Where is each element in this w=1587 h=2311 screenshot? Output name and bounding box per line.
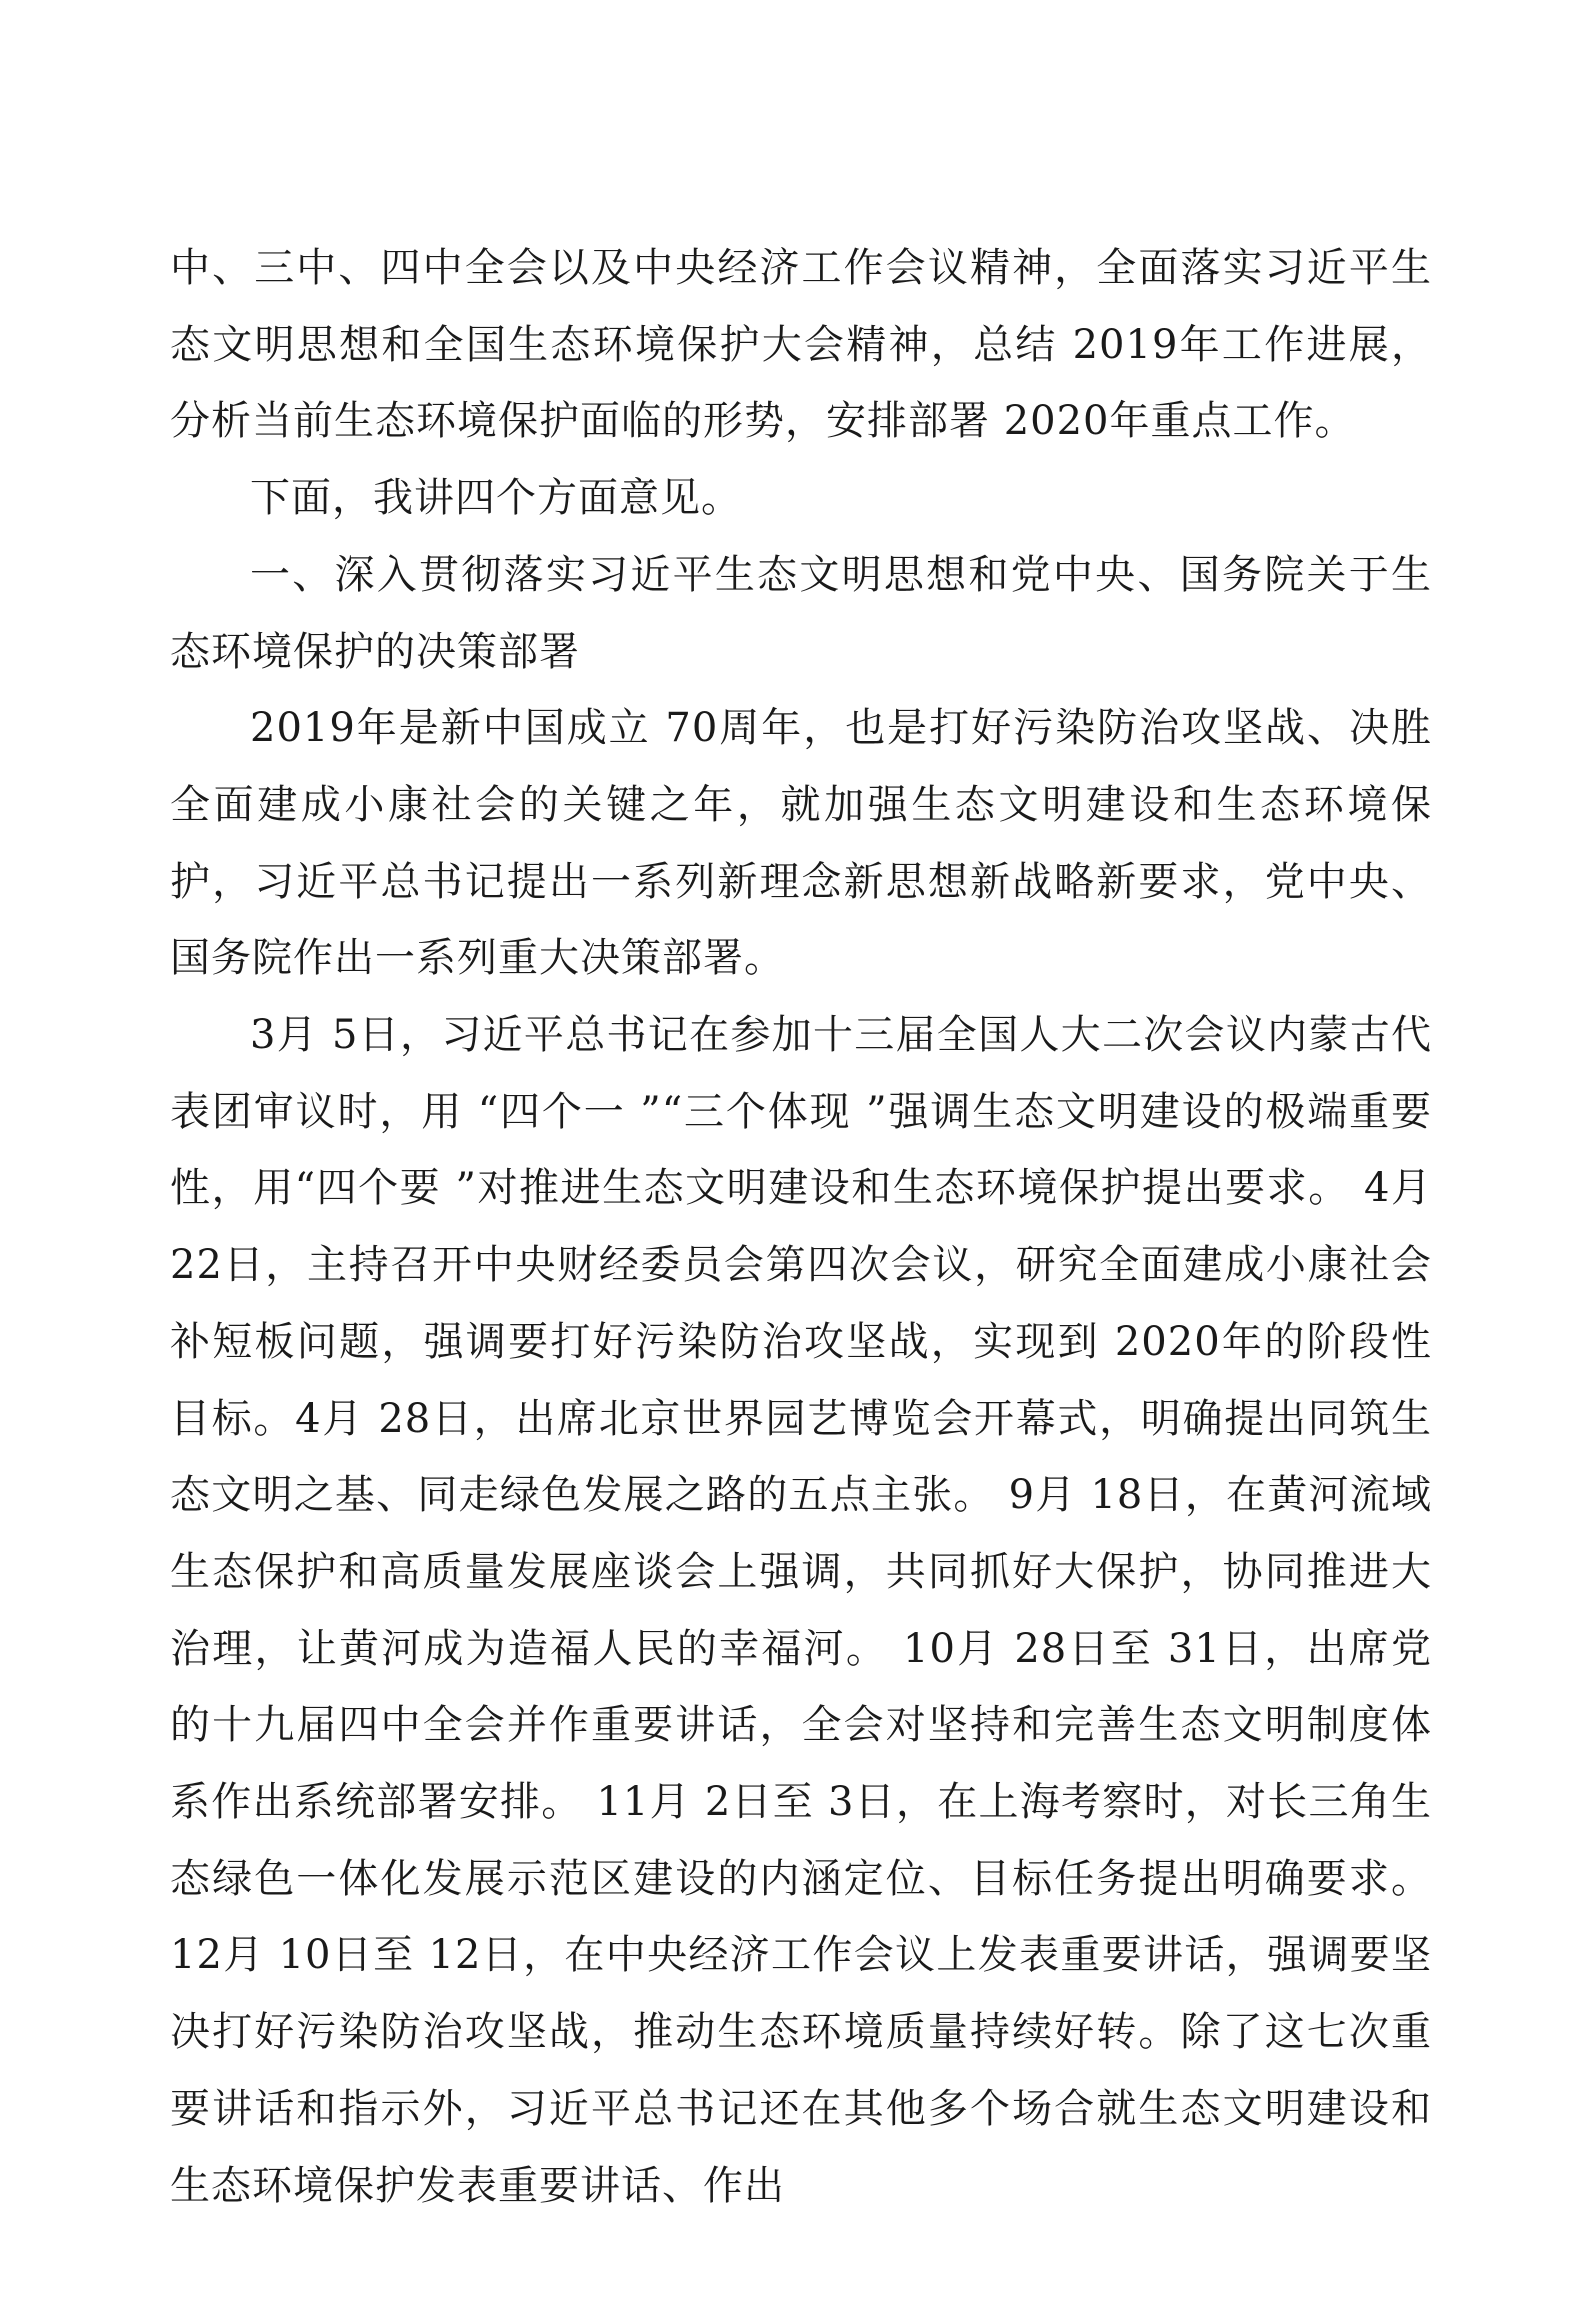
paragraph-2019-overview: 2019年是新中国成立 70周年，也是打好污染防治攻坚战、决胜全面建成小康社会的关键之年，就加强生态文明建设和生态环境保护，习近平总书记提出一系列新理念新思想新战略新要求，党中央、国务院作出一系列重大决策部署。 [170, 705, 1432, 982]
document-body [170, 230, 1432, 2224]
paragraph-continuation: 中、三中、四中全会以及中央经济工作会议精神，全面落实习近平生态文明思想和全国生态环境保护大会精神，总结 2019年工作进展，分析当前生态环境保护面临的形势，安排部署 2020年重点工作。 [170, 245, 1432, 445]
section-heading: 一、深入贯彻落实习近平生态文明思想和党中央、国务院关于生态环境保护的决策部署 [170, 551, 1432, 675]
paragraph-speeches: 3月 5日，习近平总书记在参加十三届全国人大二次会议内蒙古代表团审议时，用 “四个一 ”“三个体现 ”强调生态文明建设的极端重要性，用“四个要 ”对推进生态文明建设和生态环境保护提出要求。 4月 22日，主持召开中央财经委员会第四次会议，研究全面建成小康社会补短板问题，强调要打好污染防治攻坚战，实现到 2020年的阶段性目标。4月 28日，出席北京世界园艺博览会开幕式，明确提出同筑生态文明之基、同走绿色发展之路的五点主张。 9月 18日，在黄河流域生态保护和高质量发展座谈会上强调，共同抓好大保护，协同推进大治理，让黄河成为造福人民的幸福河。 10月 28日至 31日，出席党的十九届四中全会并作重要讲话，全会对坚持和完善生态文明制度体系作出系统部署安排。 11月 2日至 3日，在上海考察时，对长三角生态绿色一体化发展示范区建设的内涵定位、目标任务提出明确要求。 12月 10日至 12日，在中央经济工作会议上发表重要讲话，强调要坚决打好污染防治攻坚战，推动生态环境质量持续好转。除了这七次重要讲话和指示外，习近平总书记还在其他多个场合就生态文明建设和生态环境保护发表重要讲话、作出 [170, 1012, 1432, 2209]
paragraph-intro: 下面，我讲四个方面意见。 [250, 475, 742, 522]
